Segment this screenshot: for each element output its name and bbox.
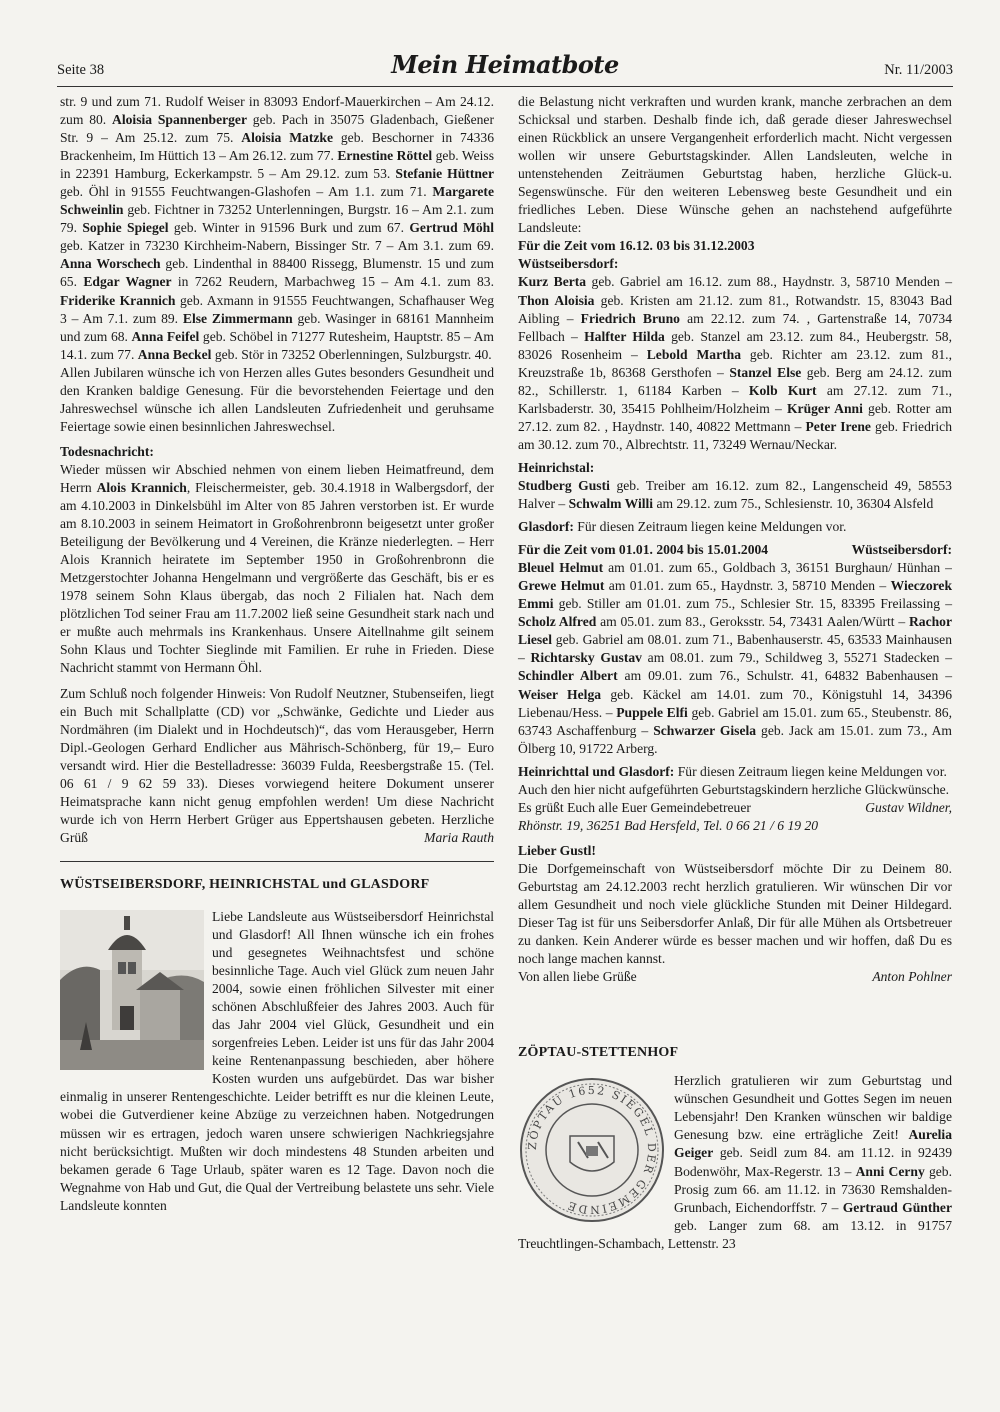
letter-heading-lieber-gustl: Lieber Gustl!	[518, 842, 596, 858]
birthday-list-3: Bleuel Helmut am 01.01. zum 65., Goldbach 3, 36151 Burghaun/ Hünhan – Grewe Helmut am 01.01. zum 65., Haydnstr. 3, 58710 Menden – Wieczorek Emmi geb. Stiller am 01.01. zum 75., Schlesier Str. 15, 83395 Freilassing – Scholz Alfred am 05.01. zum 83., Geroksstr. 54, 73431 Aalen/Württ – Rachor Liesel geb. Gabriel am 08.01. zum 71., Babenhauserstr. 45, 63533 Mainhausen – Richtarsky Gustav am 08.01. zum 79., Schildweg 3, 55271 Stadecken – Schindler Albert am 09.01. zum 76., Schulstr. 41, 64832 Babenhausen – Weiser Helga geb. Käckel am 14.01. zum 70., Königstuhl 14, 34396 Liebenau/Hess. – Puppele Elfi geb. Gabriel am 15.01. zum 65., Steubenstr. 86, 63743 Aschaffenburg – Schwarzer Gisela geb. Jack am 15.01. zum 73., Am Ölberg 10, 91722 Arberg.	[518, 560, 953, 756]
village-heading-wuestseibersdorf: Wüstseibersdorf:	[518, 256, 619, 272]
left-column	[60, 93, 494, 1215]
wishes-paragraph: Allen Jubilaren wünsche ich von Herzen alles Gutes besonders Gesundheit und den Kranken baldige Genesung. Für die bevorstehenden Feiertage und den Jahreswechsel wünsche ich allen Landsleuten Zufriedenheit und geruhsame Feiertage sowie einen besinnlichen Jahreswechsel.	[60, 364, 494, 434]
greeting-line: Es grüßt Euch alle Euer Gemeindebetreuer Gustav Wildner,	[518, 799, 952, 817]
period-heading-2: Für die Zeit vom 01.01. 2004 bis 15.01.2004 Wüstseibersdorf:	[518, 542, 952, 558]
page-header	[57, 48, 953, 88]
signature-gustav-wildner: Gustav Wildner,	[865, 799, 952, 815]
letter-continued: die Belastung nicht verkraften und wurden krank, manche zerbrachen an dem Schicksal und starben. Deshalb finde ich, daß gerade dieser Jahreswechsel einen Rückblick an unsere Vergangenheit erforderlich macht. Nicht vergessen wollen wir unsere Geburtstagskinder. Allen Landsleuten, welche in untenstehenden Zeiträumen Geburtstag haben, herzliche Glück-u. Segenswünsche. Für den weiteren Lebensweg beste Gesundheit und ein friedliches Leben. Diese Wünsche gehen an nachstehend aufgeführte Landsleute:	[518, 94, 952, 236]
masthead-logo: Mein Heimatbote	[391, 50, 619, 79]
signature-maria-rauth: Maria Rauth	[424, 829, 494, 845]
birthday-list-2: Studberg Gusti geb. Treiber am 16.12. zum 82., Langenscheid 49, 58553 Halver – Schwalm Willi am 29.12. zum 75., Schlesienstr. 10, 36304 Alsfeld	[518, 477, 952, 512]
birthday-list-1: Kurz Berta geb. Gabriel am 16.12. zum 88., Haydnstr. 3, 58710 Menden – Thon Aloisia geb. Kristen am 21.12. zum 81., Rotwandstr. 15, 83043 Bad Aibling – Friedrich Bruno am 22.12. zum 74. , Gartenstraße 14, 70734 Fellbach – Halfter Hilda geb. Stanzel am 23.12. zum 84., Heubergstr. 58, 83026 Rosenheim – Lebold Martha geb. Richter am 23.12. zum 81., Kreuzstraße 1b, 86368 Gersthofen – Stanzel Else geb. Berg am 24.12. zum 82., Schillerstr. 1, 61184 Karben – Kolb Kurt am 27.12. zum 71., Karlsbaderstr. 30, 35415 Pohlheim/Holzheim – Krüger Anni geb. Rotter am 27.12. zum 82. , Haydnstr. 140, 40822 Mettmann – Peter Irene geb. Friedrich am 30.12. zum 70., Albrechtstr. 11, 73249 Wernau/Neckar.	[518, 274, 953, 452]
page-number: Seite 38	[57, 62, 105, 78]
signature-address: Rhönstr. 19, 36251 Bad Hersfeld, Tel. 0 66 21 / 6 19 20	[518, 817, 819, 833]
section-title-wuestseibersdorf: WÜSTSEIBERSDORF, HEINRICHSTAL und GLASDORF	[60, 876, 430, 892]
obituary-text: Wieder müssen wir Abschied nehmen von einem lieben Heimatfreund, dem Herrn Alois Krannich, Fleischermeister, geb. 30.4.1918 in Walbergsdorf, der am 4.10.2003 in Dinkelsbühl im Alter von 85 Jahren verstorben ist. Er wurde am 8.10.2003 in seinem Heimatort in Großohrenbronn beigesetzt unter großer Beteiligung der Bevölkerung und 4 Vereinen, die Kränze niederlegten. – Herr Alois Krannich heiratete im September 1950 in Großohrenbronn die Metzgerstochter Johanna Hengelmann und vergrößerte das Geschäft, bis er es 1978 seinem Sohn Klaus übergab, das noch 2 Filialen hat. Nach dem plötzlichen Tod seiner Frau am 11.7.2002 ließ seine Gesundheit stark nach und er mußte auch mehrmals ins Krankenhaus. Unsere Aitellnahme gilt seinem Sohn Klaus und Tochter Sieglinde mit Familien. Er ruhe in Frieden. Diese Nachricht stammt von Hermann Öhl.	[60, 461, 494, 676]
header-rule	[57, 86, 953, 87]
general-wishes: Auch den hier nicht aufgeführten Geburtstagskindern herzliche Glückwünsche.	[518, 781, 950, 797]
obituary-heading: Todesnachricht:	[60, 443, 154, 459]
church-photo	[60, 910, 204, 1070]
svg-text:ZÖPTAU 1652 SIEGEL DER GEMEIND: ZÖPTAU 1652 SIEGEL DER GEMEINDE	[525, 1084, 659, 1217]
period-heading-1: Für die Zeit vom 16.12. 03 bis 31.12.2003	[518, 238, 755, 254]
zoeptau-text: Herzlich gratulieren wir zum Geburtstag und wünschen Gesundheit und Gottes Segen im neuen Lebensjahr! Den Kranken wünschen wir baldige Genesung bzw. eine erträgliche Zeit! Aurelia Geiger geb. Seidl zum 84. am 11.12. in 92439 Bodenwöhr, Max-Regerstr. 13 – Anni Cerny geb. Prosig zum 66. am 11.12. in 73630 Remshalden-Grunbach, Eichendorffstr. 7 – Gertraud Günther geb. Langer zum 68. am 13.12. in 91757 Treuchtlingen-Schambach, Lettenstr. 23	[518, 1073, 952, 1251]
municipal-seal-icon	[518, 1076, 666, 1224]
right-column	[518, 93, 952, 1253]
letter-lieber-gustl: Die Dorfgemeinschaft von Wüstseibersdorf möchte Dir zu Deinem 80. Geburtstag am 24.12.2003 recht herzlich gratulieren. Wir wünschen Dir vor allem Gesundheit und noch viele glückliche Stunden mit Deiner Hildegard. Dieser Tag ist für uns Seibersdorfer Anlaß, Dir für alle Mühen als Ortsbetreuer zu danken. Kein Anderer würde es besser machen und wir hoffen, daß Du es noch lange machen kannst.	[518, 860, 952, 967]
heinrichstal-glasdorf-note: Heinrichttal und Glasdorf: Für diesen Zeitraum liegen keine Meldungen vor.	[518, 763, 947, 779]
section-letter: Liebe Landsleute aus Wüstseibersdorf Heinrichstal und Glasdorf! All Ihnen wünsche ich ein frohes und gesegnetes Weihnachtsfest und schöne besinnliche Tage. Auch viel Glück zum neuen Jahr 2004, sowie einen fröhlichen Silvester mit einer schönen Abschlußfeier des Jahres 2003. Auch für das Jahr 2004 viel Glück, Gesundheit und ein sorgenfreies Leben. Leider ist uns für das Jahr 2004 keine Rentenanpassung beschieden, aber höhere Kosten wurden uns aufgebürdet. Das war bisher einmalig in unserer Rentengeschichte. Leider betrifft es nur die kleinen Leute, wobei die Gutverdiener keine Abzüge zu verzeichnen haben. Notgedrungen müssen wir es ertragen, jedoch waren unsere schwierigen Nachkriegsjahre nicht berücksichtigt. Mußten wir doch mindestens 48 Stunden arbeiten und bekamen gerade 6 Tage Urlaub, später waren es 12 Tage. Davon noch die Wegnahme von Hab und Gut, die Qual der Vertreibung belastete uns sehr. Viele Landsleute konnten	[60, 908, 494, 1213]
signature-anton-pohlner: Anton Pohlner	[872, 969, 952, 985]
section-title-zoeptau: ZÖPTAU-STETTENHOF	[518, 1045, 679, 1061]
village-heading-heinrichstal: Heinrichstal:	[518, 459, 595, 475]
birthday-list-continued: str. 9 und zum 71. Rudolf Weiser in 83093 Endorf-Mauerkirchen – Am 24.12. zum 80. Aloisia Spannenberger geb. Pach in 35075 Gladenbach, Gießener Str. 9 – Am 25.12. zum 75. Aloisia Matzke geb. Beschorner in 74336 Brackenheim, Im Hüttich 13 – Am 26.12. zum 77. Ernestine Röttel geb. Weiss in 22391 Hamburg, Eckerkampstr. 5 – Am 29.12. zum 53. Stefanie Hüttner geb. Öhl in 91555 Feuchtwangen-Glashofen – Am 1.1. zum 71. Margarete Schweinlin geb. Fichtner in 73252 Unterlenningen, Burgstr. 16 – Am 2.1. zum 79. Sophie Spiegel geb. Winter in 91596 Burk und zum 67. Gertrud Möhl geb. Katzer in 73230 Kirchheim-Nabern, Bissinger Str. 7 – Am 3.1. zum 69. Anna Worschech geb. Lindenthal in 88400 Rissegg, Blumenstr. 15 und zum 65. Edgar Wagner in 7262 Reudern, Marbachweg 15 – Am 4.1. zum 83. Friderike Krannich geb. Axmann in 91555 Feuchtwangen, Schafhauser Weg 3 – Am 7.1. zum 89. Else Zimmermann geb. Wasinger in 68161 Mannheim und zum 68. Anna Feifel geb. Schöbel in 71277 Rutesheim, Hauptstr. 85 – Am 14.1. zum 77. Anna Beckel geb. Stör in 73252 Oberlenningen, Sulzburgstr. 40.	[60, 94, 494, 362]
issue-number: Nr. 11/2003	[884, 62, 953, 78]
letter-closing: Von allen liebe Grüße Anton Pohlner	[518, 968, 952, 986]
book-notice: Zum Schluß noch folgender Hinweis: Von Rudolf Neutzner, Stubenseifen, liegt ein Buch mit Schallplatte (CD) vor „Schwänke, Gedichte und Lieder aus Nordmähren (im Dialekt und in Hochdeutsch)“, das vom Herausgeber, Herrn Dipl.-Geologen Gerhard Endlicher aus Mährisch-Schönberg, für 19,– Euro versandt wird. Hier die Bestelladresse: 36039 Fulda, Reesbergstraße 15. (Tel. 06 61 / 9 62 59 33). Dieses vorwiegend heitere Dokument unserer Heimatsprache kann nicht genug empfohlen werden! Um diese Nachricht wurde ich von Herrn Herbert Grüger aus Eppertshausen gebeten. Herzliche Grüß Maria Rauth	[60, 685, 494, 847]
glasdorf-note: Glasdorf: Für diesen Zeitraum liegen keine Meldungen vor.	[518, 519, 847, 535]
